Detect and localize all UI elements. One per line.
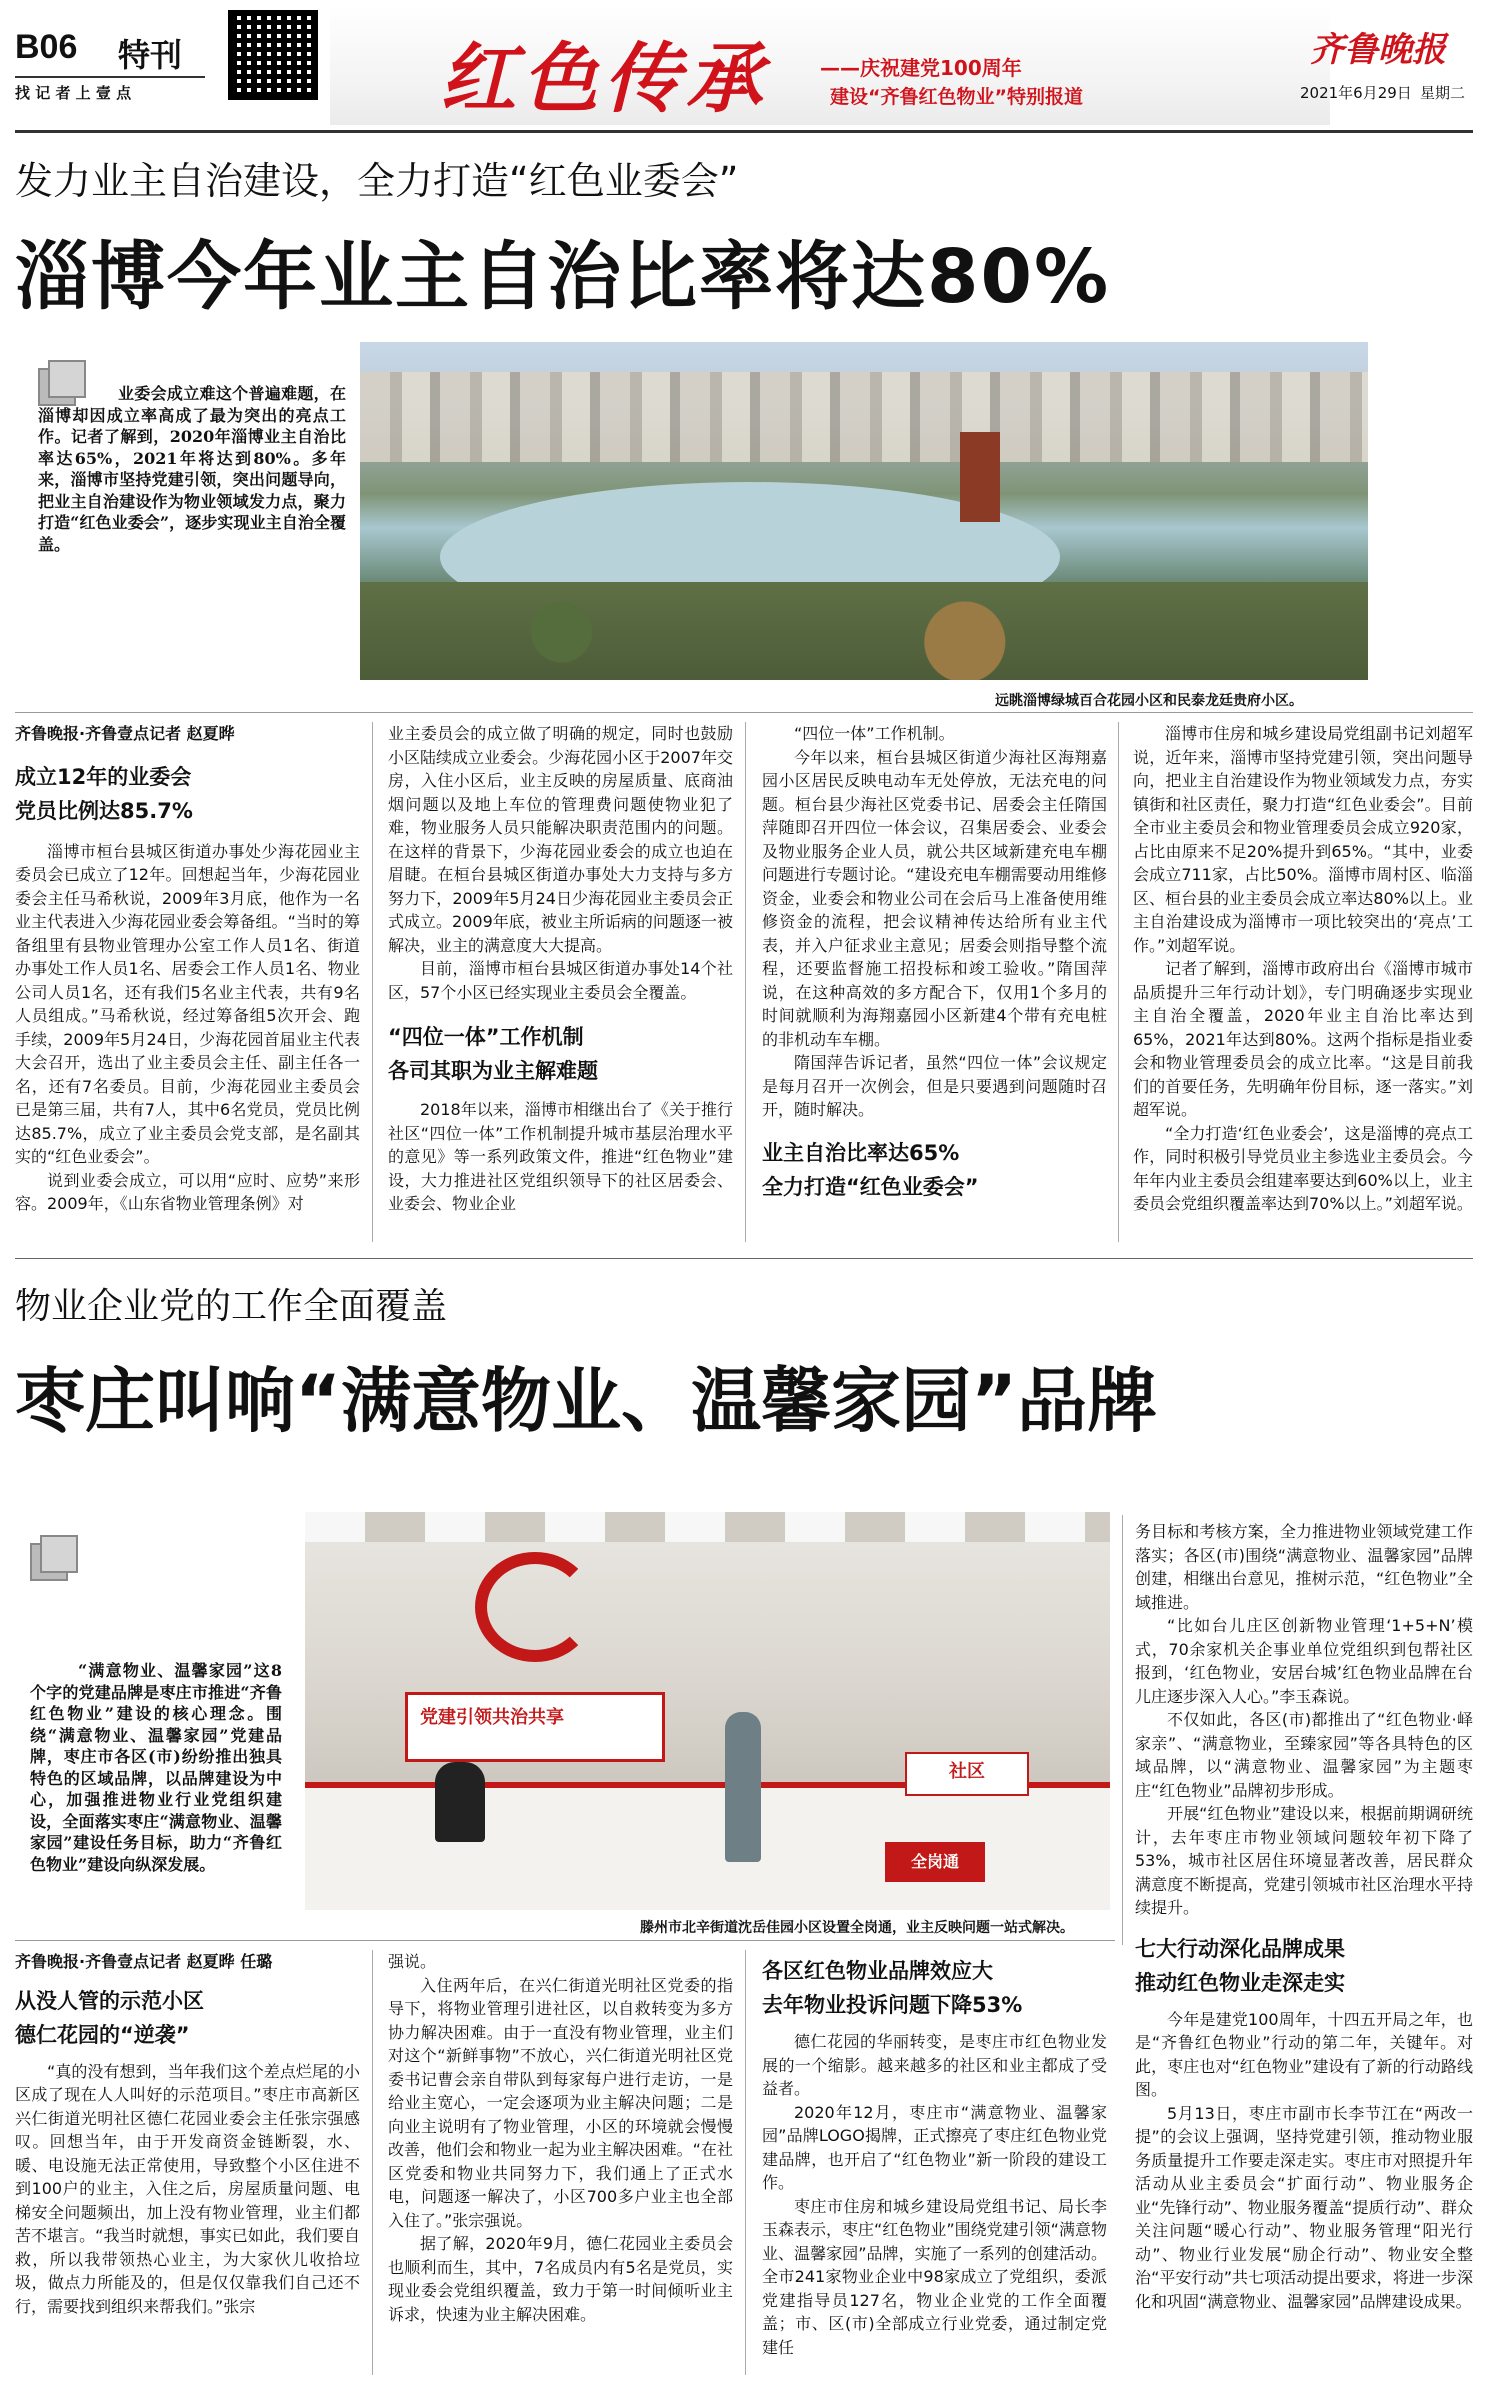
article2-body-rule [15, 1940, 1115, 1941]
article2-subhead-tr-b: 推动红色物业走深走实 [1135, 1970, 1345, 1995]
paragraph: “真的没有想到，当年我们这个差点烂尾的小区成了现在人人叫好的示范项目。”枣庄市高新区兴仁街道光明社区德仁花园业委会主任张宗强感叹。回想当年，由于开发商资金链断裂，水、暖、电设施无法正常使用，导致整个小区住进不到100户的业主，入住之后，房屋质量问题、电梯安全问题频出，加上没有物业管理，业主们都苦不堪言。“我当时就想，事实已如此，我们要自救，所以我带领热心业主，为大家伙儿收拾垃圾，做点力所能及的，但是仅仅靠我们自己还不行，需要找到组织来帮我们。”张宗 [15, 2061, 360, 2316]
article2-top-right-column [1135, 1520, 1473, 2313]
city-skyline [360, 372, 1368, 462]
article2-subhead-1b: 德仁花园的“逆袭” [15, 2022, 190, 2047]
header-rule [15, 130, 1473, 133]
column-divider [372, 722, 373, 1242]
paragraph: 今年以来，桓台县城区街道少海社区海翔嘉园小区居民反映电动车无处停放，无法充电的问题。桓台县少海社区党委书记、居委会主任隋国萍随即召开四位一体会议，召集居委会、业委会及物业服务企业人员，就公共区域新建充电车棚问题进行专题讨论。“建设充电车棚需要动用维修资金，业委会和物业公司在会后马上准备使用维修资金的流程，把会议精神传达给所有业主代表，并入户征求业主意见；居委会则指导整个流程，还要监督施工招投标和竣工验收。”隋国萍说，在这种高效的多方配合下，仅用1个多月的时间就顺利为海翔嘉园小区新建4个带有充电桩的非机动车车棚。 [762, 747, 1107, 1049]
article1-subhead-1a: 成立12年的业委会 [15, 764, 192, 789]
article2-column-2 [388, 1950, 733, 2326]
qr-code-icon[interactable] [228, 10, 318, 100]
party-emblem-icon [475, 1552, 595, 1662]
banner-subtitle-1: ——庆祝建党100周年 [820, 56, 1022, 80]
pagoda [960, 432, 1000, 522]
column-divider [745, 1950, 746, 2375]
article2-subhead-2a: 各区红色物业品牌效应大 [762, 1959, 993, 1983]
paragraph: 隋国萍告诉记者，虽然“四位一体”会议规定是每月召开一次例会，但是只要遇到问题随时召开，随时解决。 [762, 1053, 1107, 1119]
article2-headline: 枣庄叫响“满意物业、温馨家园”品牌 [15, 1360, 1158, 1442]
article2-intro [30, 1660, 282, 1875]
paragraph: 记者了解到，淄博市政府出台《淄博市城市品质提升三年行动计划》，专门明确逐步实现业主自治全覆盖，2020年业主自治比率达到65%，2021年达到80%。这两个指标是指业委会和物业管理委员会的成立比率。“这是目前我们的首要任务，先明确年份目标，逐一落实。”刘超军说。 [1133, 959, 1473, 1119]
motto: 找 记 者 上 壹 点 [15, 84, 132, 102]
issue-date: 2021年6月29日 [1300, 84, 1412, 102]
article2-photo-caption: 滕州市北辛街道沈岳佳园小区设置全岗通，业主反映问题一站式解决。 [640, 1920, 1074, 1936]
article1-kicker: 发力业主自治建设，全力打造“红色业委会” [15, 159, 739, 203]
seated-figure [435, 1762, 485, 1842]
column-divider [372, 1950, 373, 2375]
resident-figure [725, 1712, 761, 1862]
article1-body-rule [15, 712, 1473, 713]
article2-column-3 [762, 1950, 1107, 2359]
article1-photo [360, 342, 1368, 680]
article2-subhead-tr-a: 七大行动深化品牌成果 [1135, 1936, 1345, 1961]
article1-subhead-2a: “四位一体”工作机制 [388, 1025, 584, 1049]
paragraph: 务目标和考核方案，全力推进物业领域党建工作落实；各区(市)围绕“满意物业、温馨家园”品牌创建，相继出台意见，推树示范，“红色物业”全域推进。 [1135, 1522, 1473, 1612]
article2-subhead-1a: 从没人管的示范小区 [15, 1988, 204, 2013]
service-desk [305, 1782, 1110, 1910]
paragraph: 目前，淄博市桓台县城区街道办事处14个社区，57个小区已经实现业主委员会全覆盖。 [388, 959, 733, 1002]
column-divider [1118, 722, 1119, 1242]
paragraph: “全力打造‘红色业委会’，这是淄博的亮点工作，同时积极引导党员业主参选业主委员会。今年年内业主委员会组建率要达到60%以上，业主委员会党组织覆盖率达到70%以上。”刘超军说。 [1133, 1123, 1473, 1213]
quote-mark-icon [30, 1535, 80, 1581]
paragraph: 说到业委会成立，可以用“应时、应势”来形容。2009年，《山东省物业管理条例》对 [15, 1170, 360, 1213]
article1-intro [38, 383, 346, 555]
paragraph: 业主委员会的成立做了明确的规定，同时也鼓励小区陆续成立业委会。少海花园小区于2007年交房，入住小区后，业主反映的房屋质量、底商油烟问题以及地上车位的管理费问题使物业犯了难，物业服务人员只能解决职责范围内的问题。在这样的背景下，少海花园业委会的成立也迫在眉睫。在桓台县城区街道办事处大力支持与多方努力下，2009年5月24日少海花园业主委员会正式成立。2009年底，被业主所诟病的问题逐一被解决，业主的满意度大大提高。 [388, 724, 733, 955]
wall-sign [405, 1692, 665, 1762]
paragraph: 5月13日，枣庄市副市长李节江在“两改一提”的会议上强调，坚持党建引领，推动物业服务质量提升工作要走深走实。枣庄市对照提升年活动从业主委员会“扩面行动”、物业服务企业“先锋行动”、物业服务覆盖“提质行动”、群众关注问题“暖心行动”、物业服务管理“阳光行动”、物业行业发展“励企行动”、物业安全整治“平安行动”共七项活动提出要求，将进一步深化和巩固“满意物业、温馨家园”品牌建设成果。 [1135, 2103, 1473, 2311]
article1-subhead-2b: 各司其职为业主解难题 [388, 1059, 598, 1083]
article1-photo-caption: 远眺淄博绿城百合花园小区和民泰龙廷贵府小区。 [995, 693, 1303, 709]
paragraph: 开展“红色物业”建设以来，根据前期调研统计，去年枣庄市物业领域问题较年初下降了53%，城市社区居住环境显著改善，居民群众满意度不断提高，党建引领城市社区治理水平持续提升。 [1135, 1804, 1473, 1917]
paragraph: 2020年12月，枣庄市“满意物业、温馨家园”品牌LOGO揭牌，正式擦亮了枣庄红色物业党建品牌，也开启了“红色物业”新一阶段的建设工作。 [762, 2102, 1107, 2192]
paragraph: 今年是建党100周年，十四五开局之年，也是“齐鲁红色物业”行动的第二年，关键年。对此，枣庄也对“红色物业”建设有了新的行动路线图。 [1135, 2009, 1473, 2099]
paragraph: 据了解，2020年9月，德仁花园业主委员会也顺利而生，其中，7名成员内有5名是党员，实现业委会党组织覆盖，致力于第一时间倾听业主诉求，快速为业主解决困难。 [388, 2234, 733, 2324]
header-underline [15, 76, 205, 78]
paragraph: 枣庄市住房和城乡建设局党组书记、局长李玉森表示，枣庄“红色物业”围绕党建引领“满意物业、温馨家园”品牌，实施了一系列的创建活动。全市241家物业企业中98家成立了党组织，委派党建指导员127名，物业企业党的工作全面覆盖；市、区(市)全部成立行业党委，通过制定党建任 [762, 2196, 1107, 2357]
column-divider [1122, 1515, 1123, 1945]
desk-sign-text: 全岗通 [910, 1852, 959, 1871]
paragraph: 淄博市住房和城乡建设局党组副书记刘超军说，近年来，淄博市坚持党建引领，突出问题导向，把业主自治建设作为物业领域发力点，夯实镇街和社区责任，聚力打造“红色业委会”。目前全市业主委员会和物业管理委员会成立920家，占比由原来不足20%提升到65%。“其中，业委会成立711家，占比50%。淄博市周村区、临淄区、桓台县的业主委员会成立率达80%以上。业主自治建设成为淄博市一项比较突出的‘亮点’工作。”刘超军说。 [1133, 724, 1473, 955]
wall-sign-text: 党建引领共治共享 [420, 1707, 564, 1728]
article1-subhead-1b: 党员比例达85.7% [15, 798, 193, 823]
article2-byline: 齐鲁晚报·齐鲁壹点记者 赵夏晔 任璐 [15, 1952, 273, 1971]
paragraph: 强说。 [388, 1952, 437, 1971]
article2-subhead-2b: 去年物业投诉问题下降53% [762, 1993, 1023, 2017]
article1-column-2 [388, 722, 733, 1216]
banner-title: 红色传承 [440, 34, 768, 123]
article2-column-1 [15, 1950, 360, 2318]
article1-column-3 [762, 722, 1107, 1204]
article2-intro-text: “满意物业、温馨家园”这8个字的党建品牌是枣庄市推进“齐鲁红色物业”建设的核心理念。围绕“满意物业、温馨家园”党建品牌，枣庄市各区(市)纷纷推出独具特色的区域品牌，以品牌建设为中心，加强推进物业行业党组织建设，全面落实枣庄“满意物业、温馨家园”建设任务目标，助力“齐鲁红色物业”建设向纵深发展。 [30, 1661, 282, 1874]
paragraph: 不仅如此，各区(市)都推出了“红色物业·峄家亲”、“满意物业，至臻家园”等各具特色的区域品牌，以“满意物业、温馨家园”为主题枣庄“红色物业”品牌初步形成。 [1135, 1710, 1473, 1800]
article1-column-1 [15, 722, 360, 1216]
community-sign-text: 社区 [949, 1761, 985, 1782]
article1-subhead-3a: 业主自治比率达65% [762, 1140, 960, 1165]
page-header [0, 0, 1488, 135]
paragraph: 入住两年后，在兴仁街道光明社区党委的指导下，将物业管理引进社区，以自救转变为多方协力解决困难。由于一直没有物业管理，业主们对这个“新鲜事物”不放心，兴仁街道光明社区党委书记曹会亲自带队到每家每户进行走访，一是给业主宽心，一定会逐项为业主解决问题；二是向业主说明有了物业管理，小区的环境就会慢慢改善，他们会和物业一起为业主解决困难。“在社区党委和物业共同努力下，我们通上了正式水电，问题逐一解决了，小区700多户业主也全部入住了。”张宗强说。 [388, 1975, 733, 2230]
column-divider [745, 722, 746, 1242]
paragraph: 德仁花园的华丽转变，是枣庄市红色物业发展的一个缩影。越来越多的社区和业主都成了受益者。 [762, 2032, 1107, 2098]
paragraph: “比如台儿庄区创新物业管理‘1+5+N’模式，70余家机关企事业单位党组织到包帮社区报到，‘红色物业，安居台城’红色物业品牌在台儿庄逐步深入人心。”李玉森说。 [1135, 1616, 1473, 1706]
article1-byline: 齐鲁晚报·齐鲁壹点记者 赵夏晔 [15, 724, 235, 743]
page-code: B06 [15, 28, 78, 66]
paper-logo: 齐鲁晚报 [1310, 30, 1446, 70]
banner-subtitle-2: 建设“齐鲁红色物业”特别报道 [830, 86, 1083, 108]
article2-photo [305, 1512, 1110, 1910]
paragraph: 2018年以来，淄博市相继出台了《关于推行社区“四位一体”工作机制提升城市基层治理水平的意见》等一系列政策文件，推进“红色物业”建设，大力推进社区党组织领导下的社区居委会、业委会、物业企业 [388, 1100, 733, 1213]
section-label: 特刊 [118, 36, 183, 74]
article2-kicker: 物业企业党的工作全面覆盖 [15, 1286, 448, 1327]
ceiling-lights [305, 1512, 1110, 1542]
issue-weekday: 星期二 [1420, 84, 1466, 102]
article1-column-4 [1133, 722, 1473, 1216]
paragraph: “四位一体”工作机制。 [794, 724, 955, 743]
paragraph: 淄博市桓台县城区街道办事处少海花园业主委员会已成立了12年。回想起当年，少海花园业委会主任马希秋说，2009年3月底，他作为一名业主代表进入少海花园业委会筹备组。“当时的筹备组里有县物业管理办公室工作人员1名、街道办事处工作人员1名、居委会工作人员1名、物业公司人员1名，还有我们5名业主代表，共有9名人员组成。”马希秋说，经过筹备组5次开会、跑手续，2009年5月24日，少海花园首届业主代表大会召开，选出了业主委员会主任、副主任各一名，还有7名委员。目前，少海花园业主委员会已是第三届，共有7人，其中6名党员，党员比例达85.7%，成立了业主委员会党支部，是名副其实的“红色业委会”。 [15, 841, 360, 1166]
article1-intro-text: 业委会成立难这个普遍难题，在淄博却因成立率高成了最为突出的亮点工作。记者了解到，2020年淄博业主自治比率达65%，2021年将达到80%。多年来，淄博市坚持党建引领，突出问题导向，把业主自治建设作为物业领域发力点，聚力打造“红色业委会”，逐步实现业主自治全覆盖。 [38, 384, 346, 554]
trees [360, 582, 1368, 680]
community-sign [905, 1752, 1029, 1796]
desk-sign [885, 1842, 985, 1882]
section-divider [15, 1258, 1473, 1259]
article1-headline: 淄博今年业主自治比率将达80% [15, 234, 1111, 320]
article1-subhead-3b: 全力打造“红色业委会” [762, 1174, 979, 1199]
